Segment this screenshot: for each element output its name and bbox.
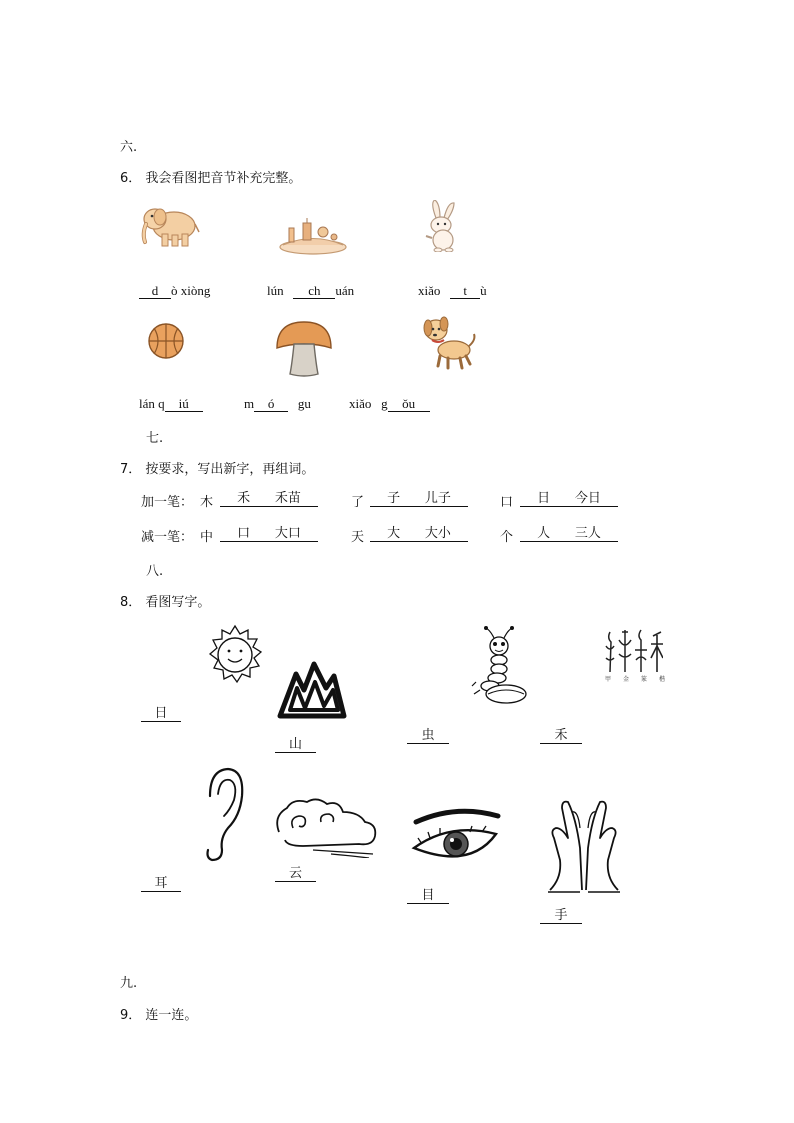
pinyin-elephant: d ò xiòng: [139, 283, 210, 299]
caterpillar-icon: [470, 626, 530, 712]
cloud-icon: [273, 796, 379, 858]
section-9-heading: 九.: [120, 976, 138, 991]
answer-blank[interactable]: 大 大小: [370, 526, 468, 542]
question-9: 9． 连一连。: [120, 1008, 198, 1023]
elephant-icon: [138, 202, 200, 250]
basketball-icon: [147, 322, 185, 360]
grain-script-icon: [603, 628, 663, 684]
answer-sun[interactable]: 日: [141, 706, 181, 722]
add-item-2: 了: [351, 495, 365, 510]
eye-icon: [410, 808, 502, 870]
mushroom-icon: [274, 320, 334, 378]
mountain-icon: [276, 660, 348, 720]
sub-stroke-label: 减一笔：: [141, 530, 194, 545]
question-8: 8． 看图写字。: [120, 595, 211, 610]
answer-blank[interactable]: 禾 禾苗: [220, 491, 318, 507]
answer-blank[interactable]: 口 大口: [220, 526, 318, 542]
answer-ear[interactable]: 耳: [141, 876, 181, 892]
answer-blank[interactable]: 子 儿子: [370, 491, 468, 507]
grain-caption: 甲 金 篆 楷: [605, 676, 665, 683]
answer-mountain[interactable]: 山: [275, 737, 316, 753]
sub-item-3: 个: [500, 530, 514, 545]
hands-icon: [540, 798, 628, 894]
pinyin-answer[interactable]: d: [139, 283, 171, 299]
answer-eye[interactable]: 目: [407, 888, 449, 904]
pinyin-answer[interactable]: t: [450, 283, 480, 299]
section-8-heading: 八.: [146, 564, 164, 579]
answer-blank[interactable]: 日 今日: [520, 491, 618, 507]
ear-icon: [204, 766, 246, 864]
add-stroke-label: 加一笔：: [141, 495, 194, 510]
pinyin-answer[interactable]: ó: [254, 396, 288, 412]
add-item-3: 口: [500, 495, 514, 510]
ship-cake-icon: [277, 218, 349, 256]
section-6-heading: 六.: [120, 140, 138, 155]
answer-blank[interactable]: 人 三人: [520, 526, 618, 542]
sub-item-1: 中: [200, 530, 214, 545]
sun-icon: [206, 624, 264, 690]
question-6: 6． 我会看图把音节补充完整。: [120, 171, 302, 186]
question-7: 7． 按要求，写出新字，再组词。: [120, 462, 315, 477]
answer-caterpillar[interactable]: 虫: [407, 728, 449, 744]
answer-grain[interactable]: 禾: [540, 728, 582, 744]
sub-item-2: 天: [351, 530, 365, 545]
rabbit-icon: [418, 200, 468, 252]
pinyin-basketball: lán q iú: [139, 396, 203, 412]
pinyin-rabbit: xiǎo t ù: [418, 283, 487, 298]
answer-hands[interactable]: 手: [540, 908, 582, 924]
pinyin-answer[interactable]: iú: [165, 396, 203, 412]
section-7-heading: 七.: [146, 431, 164, 446]
pinyin-dog: xiǎo g ǒu: [349, 396, 430, 412]
pinyin-answer[interactable]: ch: [293, 283, 335, 299]
answer-cloud[interactable]: 云: [275, 866, 316, 882]
add-item-1: 木: [200, 495, 214, 510]
pinyin-answer[interactable]: ǒu: [388, 396, 430, 412]
pinyin-mushroom: m ó gu: [244, 396, 311, 411]
pinyin-ship: lún ch uán: [267, 283, 355, 298]
dog-icon: [418, 312, 478, 372]
